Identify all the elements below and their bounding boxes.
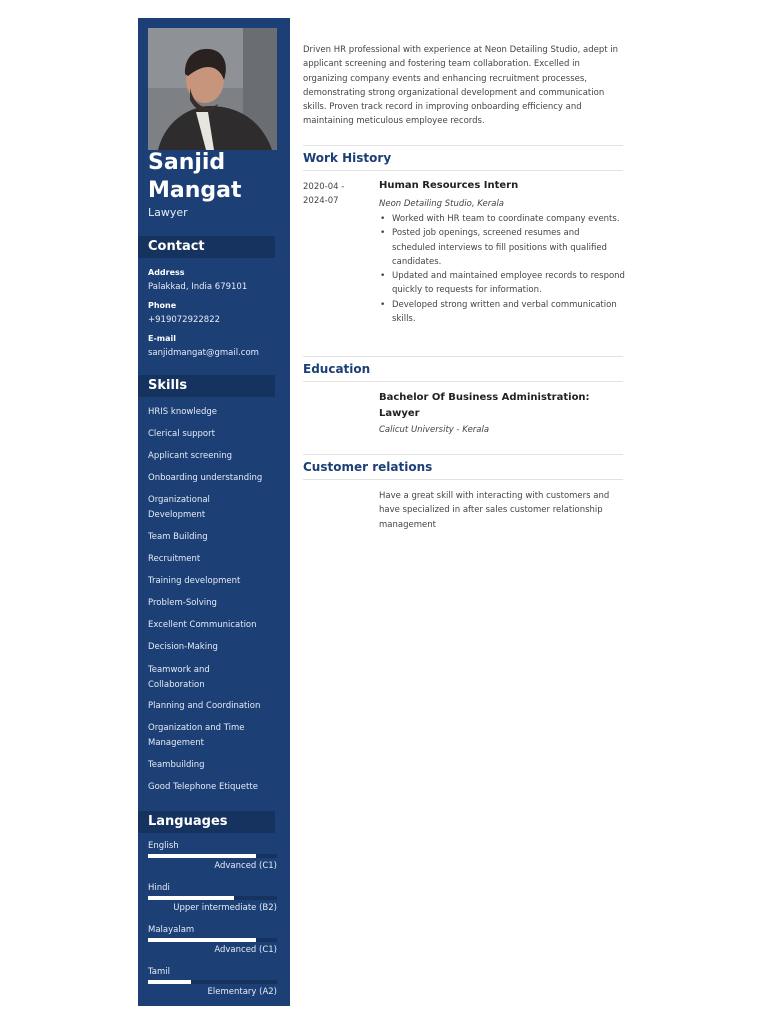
language-proficiency-bar (148, 896, 277, 900)
skill-item: Excellent Communication (148, 620, 257, 630)
language-proficiency-fill (148, 980, 191, 984)
job-company: Neon Detailing Studio, Kerala (379, 199, 505, 209)
name-line-1: Sanjid (148, 150, 226, 175)
language-name: Hindi (148, 883, 170, 893)
job-responsibilities (379, 212, 625, 326)
languages-heading: Languages (138, 811, 275, 833)
language-name: Malayalam (148, 925, 195, 935)
language-proficiency-bar (148, 980, 277, 984)
responsibility-item: • Developed strong written and verbal communication skills. (379, 298, 625, 327)
candidate-name (148, 149, 288, 205)
skill-item: Applicant screening (148, 451, 233, 461)
professional-summary: Driven HR professional with experience at Neon Detailing Studio, adept in applicant screening and fostering team collaboration. Excelled in organizing company events and enhancing recruitment processes, demonstrating strong organizational development and communication skills. Proven track record in improving onboarding efficiency and maintaining meticulous employee records. (303, 45, 618, 127)
name-line-2: Mangat (148, 178, 242, 203)
skills-heading: Skills (138, 375, 275, 397)
language-proficiency-fill (148, 854, 256, 858)
skill-item: HRIS knowledge (148, 407, 217, 417)
job-date-start: 2020-04 - (303, 182, 345, 192)
skill-item: Organizational Development (148, 495, 210, 520)
skill-item: Decision-Making (148, 642, 218, 652)
phone-value: +919072922822 (148, 315, 221, 325)
job-title: Human Resources Intern (379, 180, 519, 191)
job-date-end: 2024-07 (303, 196, 339, 206)
customer-relations-heading: Customer relations (303, 454, 623, 480)
responsibility-item: • Updated and maintained employee records to respond quickly to requests for information. (379, 269, 625, 298)
skill-item: Training development (148, 576, 241, 586)
education-heading: Education (303, 356, 623, 382)
skill-item: Team Building (148, 532, 208, 542)
address-value: Palakkad, India 679101 (148, 282, 248, 292)
language-level: Advanced (C1) (214, 945, 277, 955)
language-proficiency-bar (148, 854, 277, 858)
profile-photo (148, 28, 277, 150)
responsibility-item: • Posted job openings, screened resumes and scheduled interviews to fill positions with qualified candidates. (379, 226, 625, 269)
skill-item: Recruitment (148, 554, 201, 564)
work-history-heading: Work History (303, 145, 623, 171)
skill-item: Organization and Time Management (148, 723, 245, 748)
email-value: sanjidmangat@gmail.com (148, 348, 259, 358)
degree-title: Bachelor Of Business Administration: Lawyer (379, 392, 590, 419)
language-level: Upper intermediate (B2) (173, 903, 277, 913)
language-proficiency-fill (148, 938, 256, 942)
language-name: Tamil (148, 967, 170, 977)
skill-item: Clerical support (148, 429, 215, 439)
school-name: Calicut University - Kerala (379, 425, 490, 435)
responsibility-item: • Worked with HR team to coordinate company events. (379, 212, 625, 226)
skill-item: Problem-Solving (148, 598, 217, 608)
skill-item: Good Telephone Etiquette (148, 782, 258, 792)
contact-heading: Contact (138, 236, 275, 258)
language-proficiency-fill (148, 896, 234, 900)
phone-label: Phone (148, 301, 177, 310)
skill-item: Planning and Coordination (148, 701, 261, 711)
job-date (303, 180, 363, 208)
candidate-role: Lawyer (148, 206, 188, 219)
address-label: Address (148, 268, 185, 277)
person-photo-icon (148, 28, 277, 150)
language-level: Elementary (A2) (207, 987, 277, 997)
language-proficiency-bar (148, 938, 277, 942)
skill-item: Teambuilding (148, 760, 205, 770)
language-name: English (148, 841, 179, 851)
sidebar (138, 18, 290, 1006)
language-level: Advanced (C1) (214, 861, 277, 871)
skill-item: Onboarding understanding (148, 473, 263, 483)
customer-relations-text: Have a great skill with interacting with customers and have specialized in after sales customer relationship management (379, 491, 610, 530)
skill-item: Teamwork and Collaboration (148, 665, 210, 690)
email-label: E-mail (148, 334, 177, 343)
